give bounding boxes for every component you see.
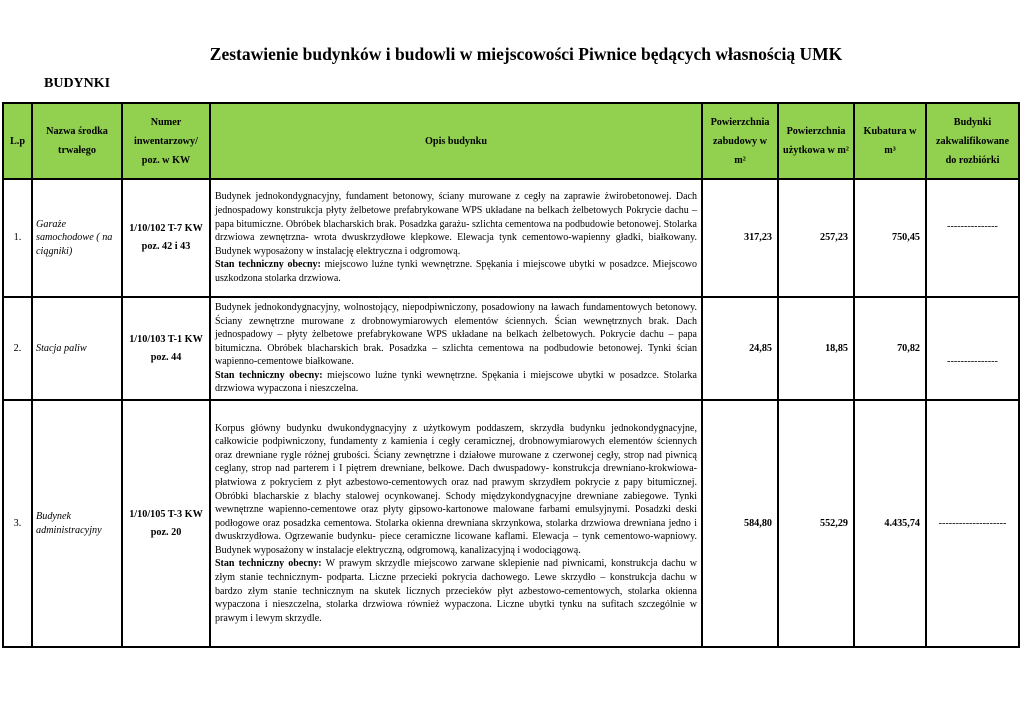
- cell-kubatura: 4.435,74: [854, 400, 926, 647]
- header-opis: Opis budynku: [210, 103, 702, 179]
- cell-kubatura: 70,82: [854, 297, 926, 400]
- cell-lp: 3.: [3, 400, 32, 647]
- cell-rozbiorka: ---------------: [926, 297, 1019, 400]
- cell-lp: 1.: [3, 179, 32, 297]
- stan-label: Stan techniczny obecny:: [215, 259, 321, 271]
- stan-label: Stan techniczny obecny:: [215, 369, 323, 381]
- header-lp: L.p: [3, 103, 32, 179]
- cell-nazwa: Stacja paliw: [32, 297, 122, 400]
- cell-rozbiorka: --------------------: [926, 400, 1019, 647]
- cell-numer: 1/10/103 T-1 KW poz. 44: [122, 297, 210, 400]
- page-title: Zestawienie budynków i budowli w miejscowości Piwnice będących własnością UMK: [209, 44, 843, 64]
- cell-pow-zabudowy: 24,85: [702, 297, 778, 400]
- opis-text: Budynek jednokondygnacyjny, wolnostojący, niepodpiwniczony, posadowiony na ławach fundamentowych betonowy. Ściany zewnętrzne murowane z drobnowymiarowych elementów ściennych. Ścian wewnętrznych brak. Dach jednospadowy – płyty żelbetowe prefabrykowane WPS układane na belkach żelbetowych. Pokrycie dachu – papa bitumiczna. Obróbek blacharskich brak. Posadzka – szlichta cementowa na podbudowie betonowej. Tynki ścian wapienno-cementowe białkowane.: [215, 301, 697, 368]
- cell-rozbiorka: ---------------: [926, 179, 1019, 297]
- cell-nazwa: Garaże samochodowe ( na ciągniki): [32, 179, 122, 297]
- stan-text: miejscowo luźne tynki wewnętrzne. Spękania i miejscowe ubytki w posadzce. Miejscowo uszkodzona stolarka drzwiowa.: [215, 259, 697, 284]
- header-nazwa: Nazwa środka trwałego: [32, 103, 122, 179]
- cell-nazwa: Budynek administracyjny: [32, 400, 122, 647]
- table-row: [3, 297, 1019, 400]
- cell-opis: [210, 400, 702, 647]
- table-row: [3, 179, 1019, 297]
- stan-text: W prawym skrzydle miejscowo zarwane sklepienie nad piwnicami, konstrukcja dachu w złym stanie technicznym- podparta. Liczne przecieki pokrycia dachowego. Lewe skrzydło – konstrukcja dachu w bardzo złym stanie technicznym na skutek licznych przecieków płyt azbestowo-cementowych, stolarka okienna wypaczona i nieszczelna, stolarka drzwiowa również wypaczona. Liczne ubytki tynku na sufitach szczególnie w prawym i lewym skrzydle.: [215, 558, 697, 624]
- cell-opis: [210, 179, 702, 297]
- header-rozbiorka: Budynki zakwalifikowane do rozbiórki: [926, 103, 1019, 179]
- header-numer: Numer inwentarzowy/ poz. w KW: [122, 103, 210, 179]
- table-header-row: [3, 103, 1019, 179]
- cell-numer: 1/10/105 T-3 KW poz. 20: [122, 400, 210, 647]
- header-pow-zabudowy: Powierzchnia zabudowy w m²: [702, 103, 778, 179]
- cell-pow-uzytkowa: 552,29: [778, 400, 854, 647]
- cell-pow-zabudowy: 584,80: [702, 400, 778, 647]
- cell-pow-uzytkowa: 18,85: [778, 297, 854, 400]
- section-heading: BUDYNKI: [44, 76, 111, 91]
- header-pow-uzytkowa: Powierzchnia użytkowa w m²: [778, 103, 854, 179]
- cell-kubatura: 750,45: [854, 179, 926, 297]
- header-kubatura: Kubatura w m³: [854, 103, 926, 179]
- opis-text: Budynek jednokondygnacyjny, fundament betonowy, ściany murowane z cegły na zaprawie żwirobetonowej. Dach jednospadowy konstrukcja płyty żelbetowe prefabrykowane WPS układane na belkach żelbetowych Pokrycie dachu – papa bitumiczne. Obróbek blacharskich brak. Posadzka garażu- szlichta cementowa na podbudowie betonowej. Stolarka drzwiowa zewnętrzna- wrota dwuskrzydłowe klepkowe. Elewacja tynk cementowo-wapienny gładki, białkowany. Budynek wyposażony w instalację elektryczna i odgromową.: [215, 191, 697, 257]
- buildings-table: [2, 102, 1020, 648]
- opis-text: Korpus główny budynku dwukondygnacyjny z użytkowym poddaszem, skrzydła budynku jednokondygnacyjne, całkowicie podpiwniczony, fundamenty z kamienia i cegły ceramicznej, drobnowymiarowych elementów ściennych oraz drewniane rygle różnej grubości. Ściany zewnętrzne i działowe murowane z czerwonej cegły, strop nad piwnicą ceglany, strop nad parterem i I piętrem drewniane, belkowe. Dach dwuspadowy- konstrukcja drewniano-krokwiowa- płatwiowa z pokryciem z płyt azbestowo-cementowych oraz nad prawym skrzydłem pokrycie z papy bitumicznej. Obróbki blacharskie z blachy stalowej ocynkowanej. Schody międzykondygnacyjne drewniane zabiegowe. Tynki wewnętrzne wapienno-cementowe oraz płyty gipsowo-kartonowe malowane farbami emulsyjnymi. Posadzki deski podłogowe oraz posadzka cementowa. Stolarka okienna drewniana skrzynkowa, stolarka drzwiowa drewniana jedno i dwuskrzydłowa. Ogrzewanie budynku- piece ceramiczne licowane kaflami. Elewacja – tynk cementowo-wapniowy. Budynek wyposażony w instalacje elektryczną, odgromową, kanalizacyjną i wodociągową.: [215, 422, 697, 556]
- stan-label: Stan techniczny obecny:: [215, 558, 322, 570]
- cell-numer: 1/10/102 T-7 KW poz. 42 i 43: [122, 179, 210, 297]
- cell-opis: [210, 297, 702, 400]
- stan-text: miejscowo luźne tynki wewnętrzne. Spękania i miejscowe ubytki w posadzce. Stolarka drzwiowa wypaczona i nieszczelna.: [215, 369, 697, 395]
- cell-pow-zabudowy: 317,23: [702, 179, 778, 297]
- cell-pow-uzytkowa: 257,23: [778, 179, 854, 297]
- table-row: [3, 400, 1019, 647]
- cell-lp: 2.: [3, 297, 32, 400]
